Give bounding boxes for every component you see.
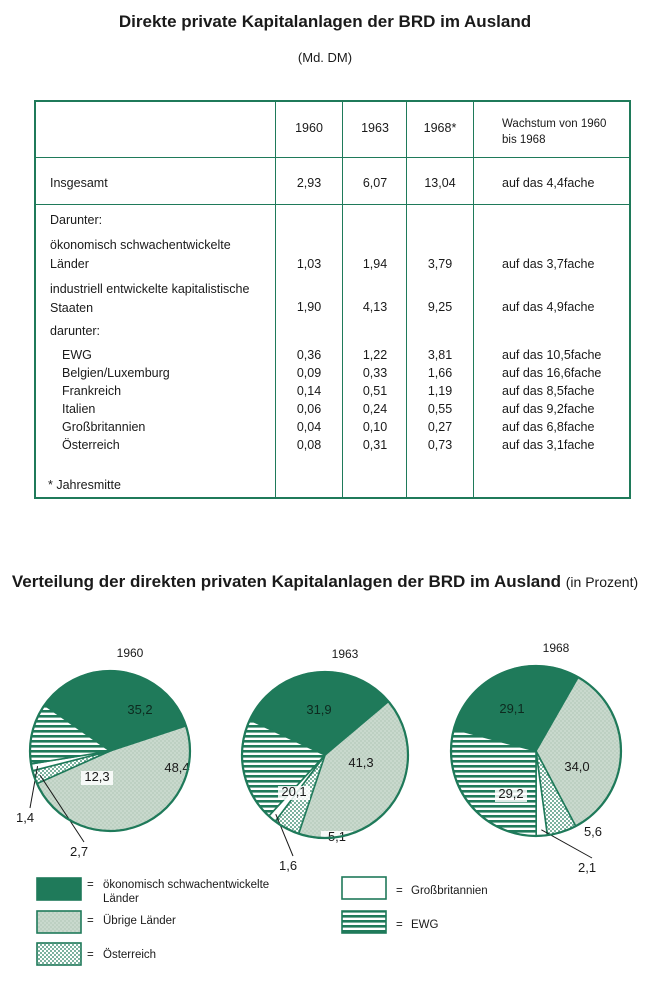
subrow-value: 0,24: [362, 402, 388, 416]
pie-value-label: 1,4: [16, 810, 35, 825]
subrow-value: 0,09: [296, 366, 322, 380]
table-subtitle: (Md. DM): [297, 50, 353, 65]
subrow-label: EWG: [62, 348, 92, 362]
subrow-value: 0,04: [296, 420, 322, 434]
table-footnote: * Jahresmitte: [48, 478, 121, 492]
pie-value-label: 29,1: [499, 701, 525, 716]
legend-eq: =: [87, 879, 94, 891]
row-label: ökonomisch schwachentwickelte Länder: [50, 238, 231, 271]
pie-value-label: 41,3: [348, 755, 374, 770]
subrow-value: 0,10: [362, 420, 388, 434]
subrow-value: 3,81: [427, 348, 453, 362]
sub-label: darunter:: [50, 324, 101, 338]
total-1960: 2,93: [296, 176, 322, 190]
row-value: 1,94: [362, 257, 388, 271]
subrow-growth: auf das 16,6fache: [502, 366, 602, 380]
pie-value-label: 35,2: [127, 702, 153, 717]
legend-eq: =: [396, 919, 403, 931]
subrow-label: Österreich: [62, 438, 120, 452]
pie-year-label: 1968: [542, 641, 570, 655]
header-growth: Wachstum von 1960 bis 1968: [502, 118, 607, 146]
chart-title-text: Verteilung der direkten privaten Kapitalanlagen der BRD im Ausland: [11, 572, 562, 591]
row-value: 3,79: [427, 257, 453, 271]
subrow-label: Frankreich: [62, 384, 122, 398]
pie-value-label: 34,0: [564, 759, 590, 774]
subrow-value: 0,51: [362, 384, 388, 398]
subrow-value: 0,36: [296, 348, 322, 362]
subrow-value: 1,22: [362, 348, 388, 362]
subrow-value: 0,27: [427, 420, 453, 434]
subrow-value: 0,31: [362, 438, 388, 452]
pie-value-label: 20,1: [281, 784, 307, 799]
subrow-value: 0,73: [427, 438, 453, 452]
total-1963: 6,07: [362, 176, 388, 190]
pie-value-label: 5,6: [583, 824, 603, 839]
total-growth: auf das 4,4fache: [502, 176, 595, 190]
subrow-value: 0,06: [296, 402, 322, 416]
subrow-growth: auf das 6,8fache: [502, 420, 595, 434]
subrow-value: 0,55: [427, 402, 453, 416]
pie-value-label: 2,1: [578, 860, 597, 875]
legend-swatch-ewg: [342, 911, 386, 933]
legend-eq: =: [87, 915, 94, 927]
total-1968: 13,04: [424, 176, 456, 190]
legend-label-gb: Großbritannien: [411, 885, 488, 897]
row-value: 4,13: [362, 300, 388, 314]
darunter-label: Darunter:: [50, 213, 103, 227]
subrow-label: Großbritannien: [62, 420, 146, 434]
chart-title-suffix: (in Prozent): [565, 574, 639, 590]
row-growth: auf das 3,7fache: [502, 257, 595, 271]
legend-label-uebrige: Übrige Länder: [103, 915, 176, 927]
subrow-value: 0,14: [296, 384, 322, 398]
legend-label-ewg: EWG: [411, 919, 439, 931]
row-label: industriell entwickelte kapitalistische Staaten: [50, 282, 250, 315]
subrow-growth: auf das 3,1fache: [502, 438, 595, 452]
legend-swatch-uebrige: [37, 911, 81, 933]
legend-eq: =: [396, 885, 403, 897]
pie-value-label: 1,6: [279, 858, 298, 873]
pie-value-label: 5,1: [327, 829, 347, 844]
legend-swatch-oesterreich: [37, 943, 81, 965]
subrow-label: Italien: [62, 402, 96, 416]
subrow-growth: auf das 8,5fache: [502, 384, 595, 398]
subrow-value: 0,33: [362, 366, 388, 380]
row-value: 9,25: [427, 300, 453, 314]
pie-value-label: 31,9: [306, 702, 332, 717]
pie-value-label: 12,3: [84, 769, 110, 784]
header-1968: 1968*: [423, 121, 457, 135]
pie-value-label: 29,2: [498, 786, 524, 801]
pie-year-label: 1963: [331, 647, 359, 661]
legend-label-oesterreich: Österreich: [103, 949, 157, 961]
legend-swatch-schwach: [37, 878, 81, 900]
legend-swatch-gb: [342, 877, 386, 899]
total-label: Insgesamt: [50, 176, 108, 190]
table-title: Direkte private Kapitalanlagen der BRD im Ausland: [118, 12, 532, 31]
subrow-growth: auf das 10,5fache: [502, 348, 602, 362]
header-1963: 1963: [361, 121, 389, 135]
subrow-value: 0,08: [296, 438, 322, 452]
pie-value-label: 2,7: [70, 844, 89, 859]
legend-eq: =: [87, 949, 94, 961]
subrow-growth: auf das 9,2fache: [502, 402, 595, 416]
header-1960: 1960: [295, 121, 323, 135]
pie-value-label: 48,4: [164, 760, 190, 775]
legend-label-schwach: ökonomisch schwachentwickelte Länder: [103, 879, 270, 905]
pie-year-label: 1960: [116, 646, 144, 660]
subrow-value: 1,66: [427, 366, 453, 380]
row-value: 1,03: [296, 257, 322, 271]
row-growth: auf das 4,9fache: [502, 300, 595, 314]
row-value: 1,90: [296, 300, 322, 314]
subrow-label: Belgien/Luxemburg: [62, 366, 170, 380]
subrow-value: 1,19: [427, 384, 453, 398]
